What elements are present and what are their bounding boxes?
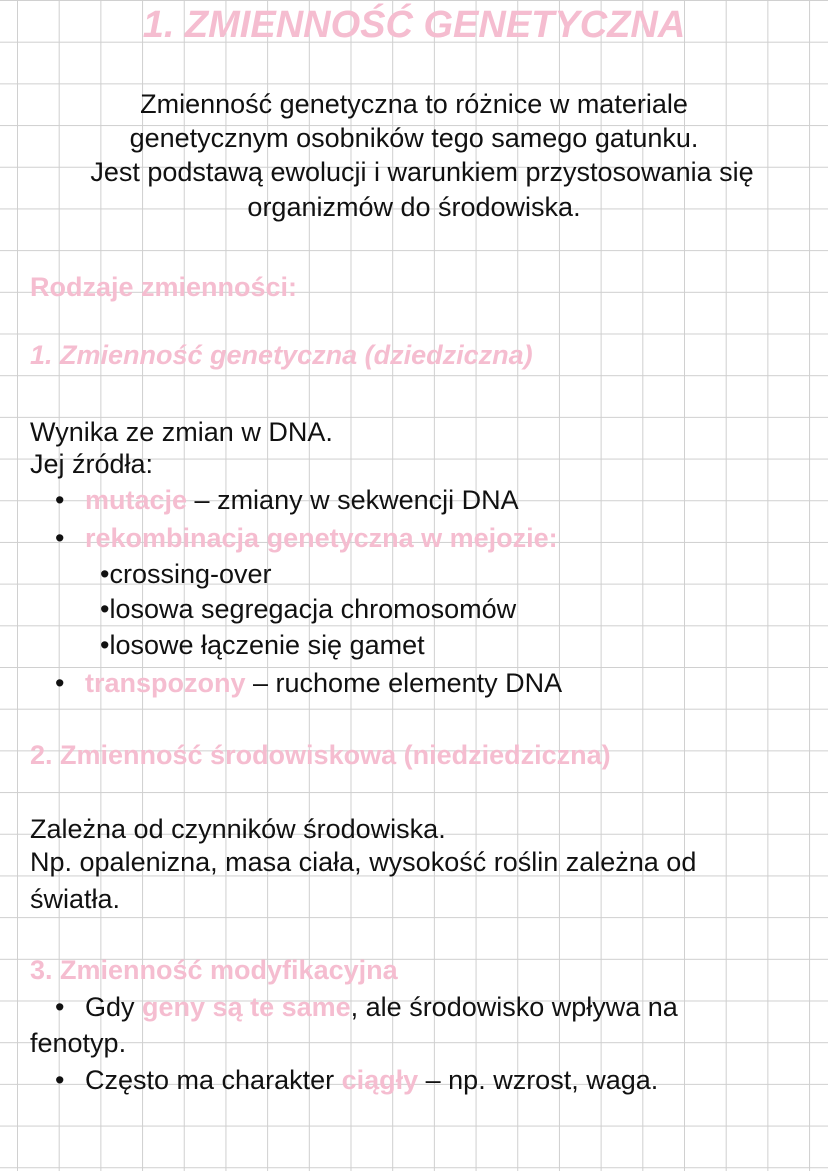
keyword: geny są te same	[142, 992, 351, 1022]
item-text: Często ma charakter	[85, 1065, 342, 1095]
sub-item: •crossing-over	[100, 559, 272, 589]
intro-line: Jest podstawą ewolucji i warunkiem przystosowania się	[90, 157, 754, 187]
item-text: Gdy	[85, 992, 143, 1022]
bullet: •	[55, 1065, 65, 1095]
bullet: •	[55, 992, 65, 1022]
keyword: rekombinacja genetyczna w mejozie:	[85, 523, 558, 553]
list-item	[55, 522, 558, 554]
intro-line: genetycznym osobników tego samego gatunku.	[129, 123, 699, 153]
types-heading: Rodzaje zmienności:	[30, 272, 298, 302]
text-line: Zależna od czynników środowiska.	[30, 814, 446, 844]
keyword: ciągły	[341, 1065, 419, 1095]
section-3-heading: 3. Zmienność modyfikacyjna	[30, 955, 398, 985]
list-item	[55, 667, 562, 699]
item-text: – ruchome elementy DNA	[245, 668, 563, 698]
text-line: Wynika ze zmian w DNA.	[30, 417, 333, 447]
bullet: •	[55, 485, 65, 515]
item-text: – np. wzrost, waga.	[418, 1065, 659, 1095]
item-text: , ale środowisko wpływa na	[350, 992, 678, 1022]
keyword: mutacje	[85, 485, 188, 515]
text-line: Jej źródła:	[30, 449, 154, 479]
list-item	[55, 1064, 658, 1096]
section-1-heading: 1. Zmienność genetyczna (dziedziczna)	[30, 340, 533, 370]
page-title: 1. ZMIENNOŚĆ GENETYCZNA	[142, 4, 686, 46]
item-text: – zmiany w sekwencji DNA	[187, 485, 519, 515]
text-line: Np. opalenizna, masa ciała, wysokość roślin zależna od	[30, 847, 697, 877]
intro-line: Zmienność genetyczna to różnice w materiale	[140, 89, 688, 119]
intro-line: organizmów do środowiska.	[247, 192, 581, 222]
sub-item: •losowe łączenie się gamet	[100, 630, 425, 660]
sub-item: •losowa segregacja chromosomów	[100, 594, 517, 624]
bullet: •	[55, 523, 65, 553]
text-line: światła.	[30, 884, 121, 914]
list-item	[55, 991, 678, 1023]
list-item	[55, 484, 519, 516]
keyword: transpozony	[85, 668, 246, 698]
section-2-heading: 2. Zmienność środowiskowa (niedziedziczna)	[30, 740, 611, 770]
text-line: fenotyp.	[30, 1028, 127, 1058]
bullet: •	[55, 668, 65, 698]
